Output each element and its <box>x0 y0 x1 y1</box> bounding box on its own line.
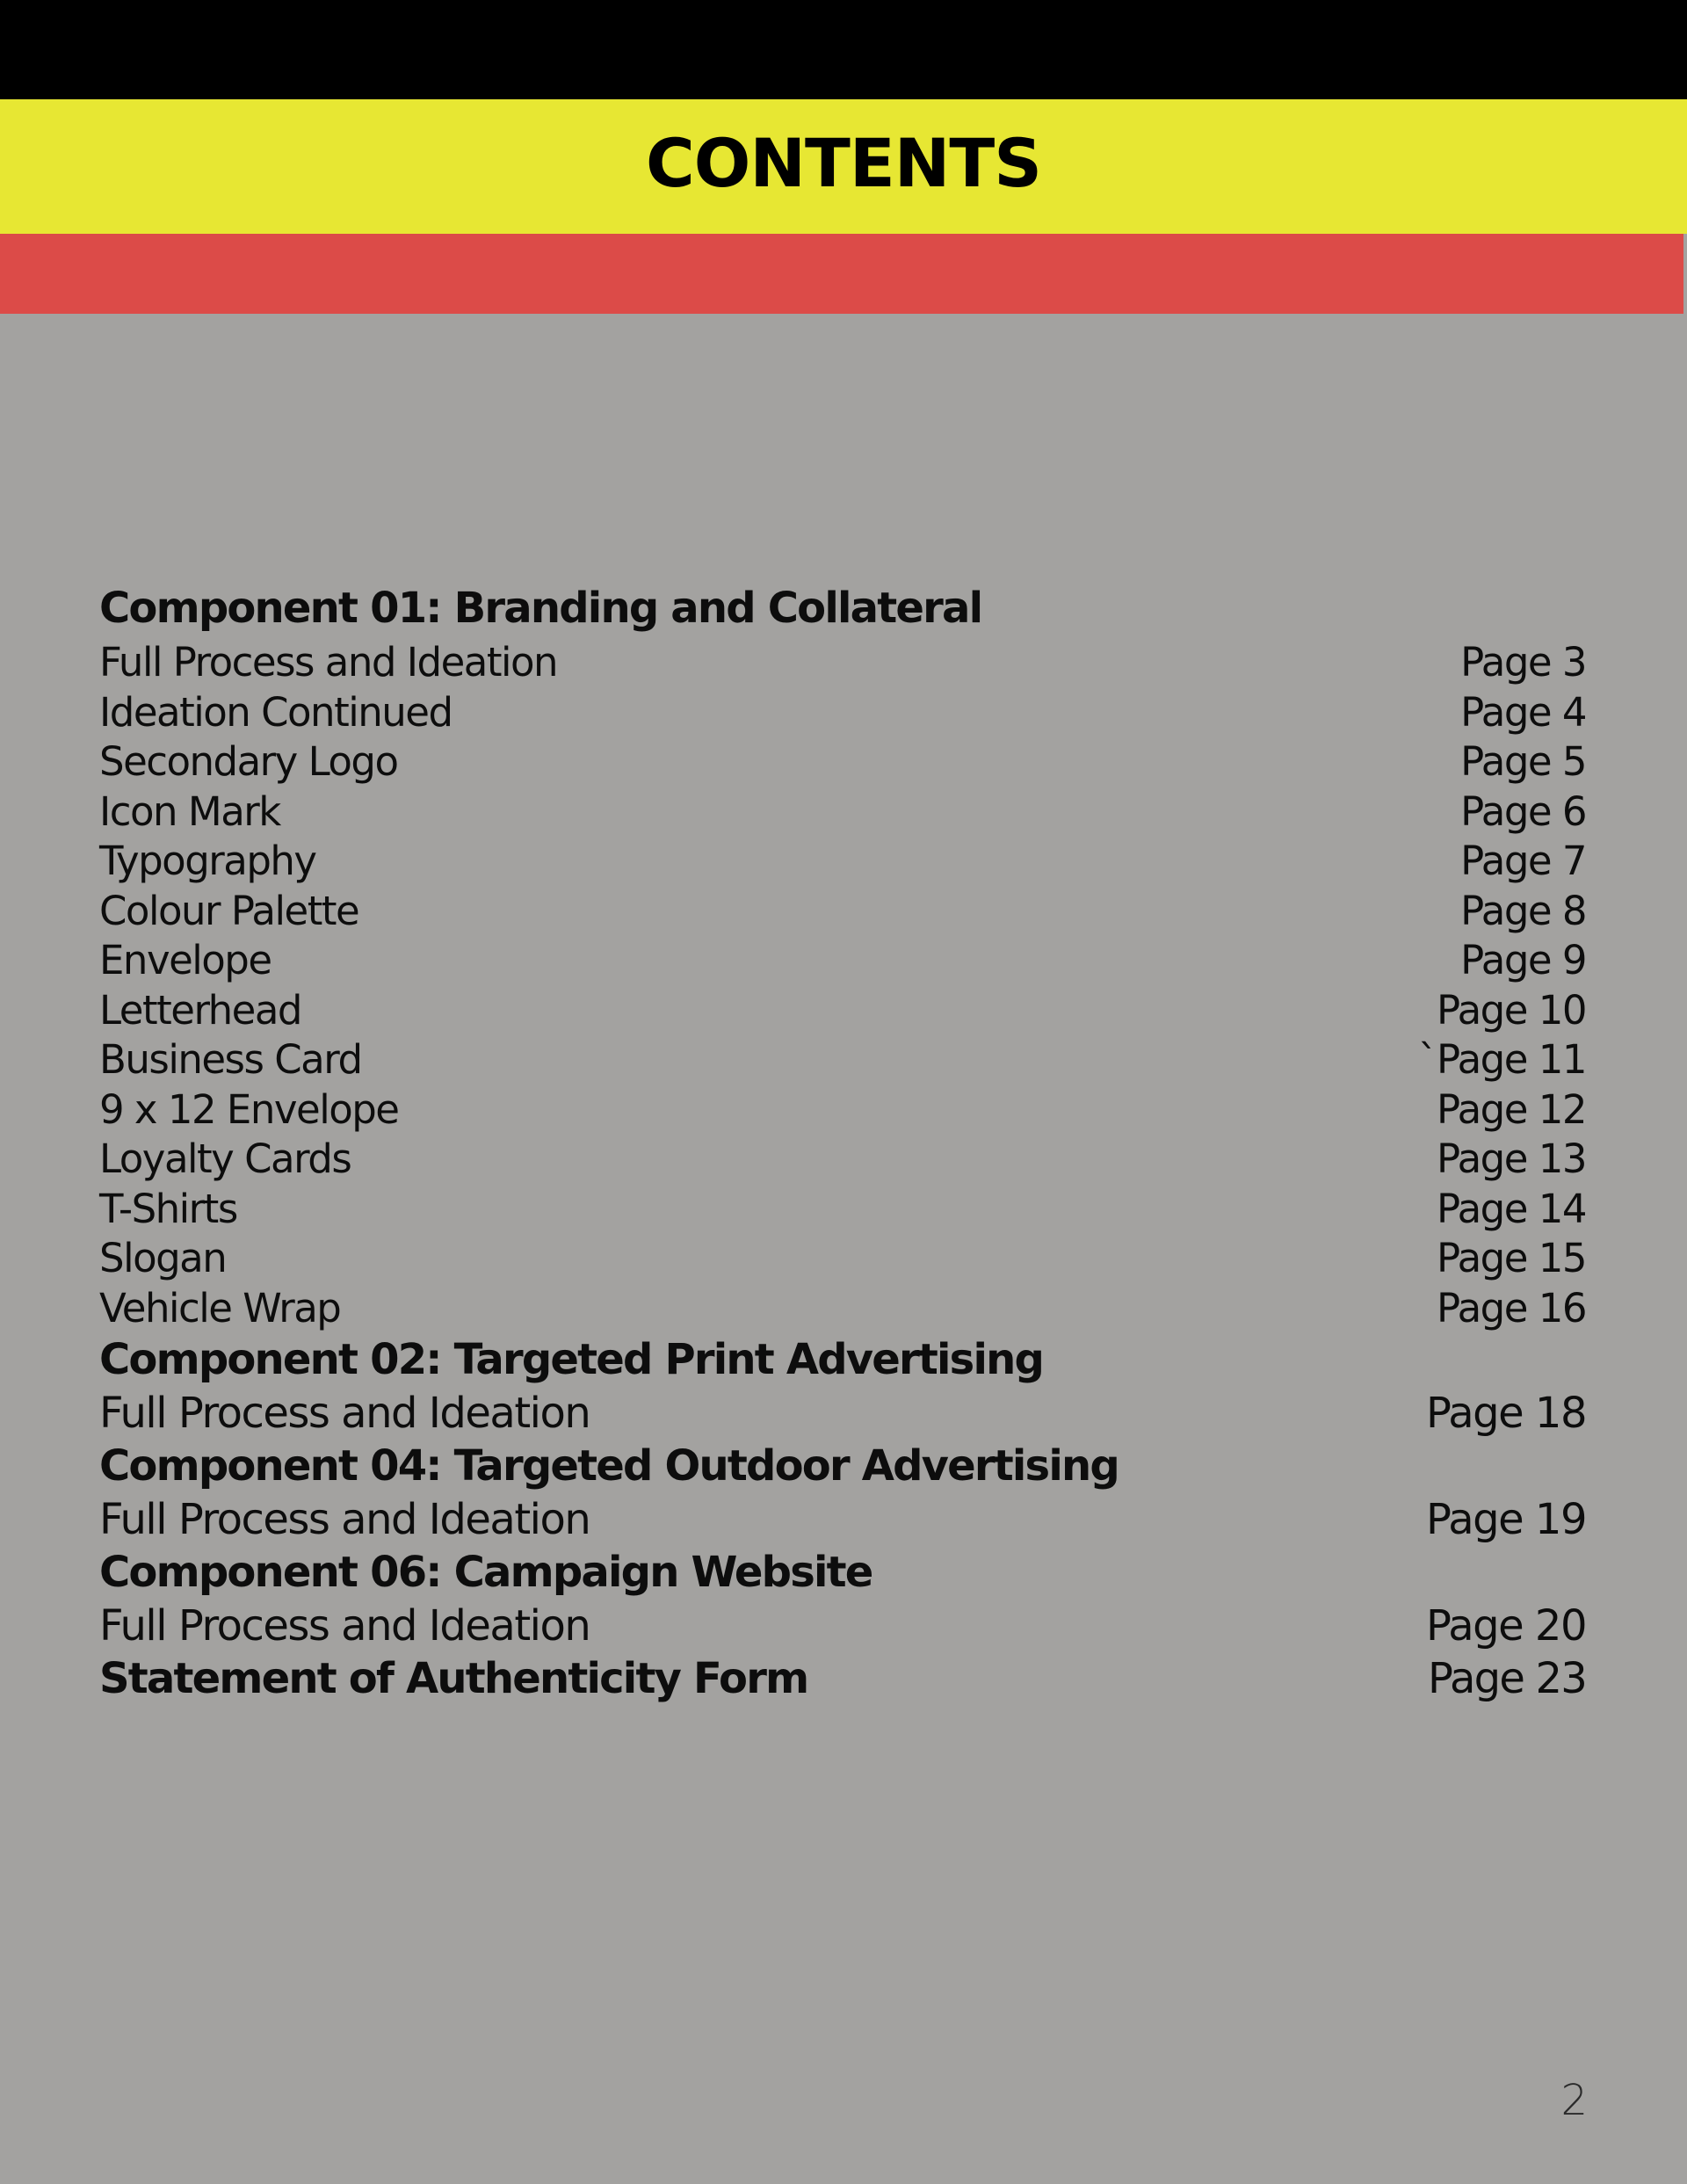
table-of-contents <box>99 578 1586 1705</box>
toc-entry-page: Page 3 <box>1460 639 1586 686</box>
toc-entry-label: T-Shirts <box>99 1185 237 1232</box>
toc-entry-label: Secondary Logo <box>99 738 398 785</box>
toc-heading-component-06[interactable] <box>99 1546 1586 1600</box>
toc-entry[interactable] <box>99 1135 1586 1185</box>
toc-entry-label: Colour Palette <box>99 887 359 934</box>
toc-entry[interactable] <box>99 1387 1586 1440</box>
toc-entry-statement[interactable] <box>99 1652 1586 1705</box>
toc-entry-label: Full Process and Ideation <box>99 1600 590 1651</box>
toc-entry-page: Page 13 <box>1436 1136 1586 1182</box>
toc-entry-label: Full Process and Ideation <box>99 1494 590 1544</box>
toc-entry-label: Vehicle Wrap <box>99 1284 341 1331</box>
toc-entry[interactable] <box>99 1284 1586 1334</box>
toc-heading-component-04[interactable] <box>99 1440 1586 1493</box>
toc-entry-label: Ideation Continued <box>99 688 453 736</box>
toc-entry-label: Letterhead <box>99 986 301 1034</box>
toc-heading-component-01[interactable] <box>99 578 1586 638</box>
toc-entry-label: Envelope <box>99 937 272 983</box>
toc-entry[interactable] <box>99 737 1586 787</box>
toc-entry-page: Page 6 <box>1460 787 1586 835</box>
toc-entry-page: Page 14 <box>1436 1185 1586 1232</box>
toc-entry-page: Page 9 <box>1460 937 1586 983</box>
red-band <box>0 234 1683 314</box>
toc-entry[interactable] <box>99 1234 1586 1284</box>
toc-entry-label: Full Process and Ideation <box>99 639 558 686</box>
toc-entry[interactable] <box>99 1085 1586 1136</box>
toc-entry[interactable] <box>99 638 1586 688</box>
toc-entry-page: Page 4 <box>1460 688 1586 736</box>
toc-entry[interactable] <box>99 787 1586 838</box>
toc-heading-label: Component 02: Targeted Print Advertising <box>99 1335 1044 1384</box>
toc-entry-page: Page 19 <box>1425 1494 1586 1544</box>
toc-entry-label: Business Card <box>99 1036 362 1083</box>
toc-entry-label: 9 x 12 Envelope <box>99 1085 399 1133</box>
toc-heading-label: Component 04: Targeted Outdoor Advertising <box>99 1441 1119 1491</box>
page-number: 2 <box>1560 2076 1588 2125</box>
toc-entry-page: Page 7 <box>1460 838 1586 884</box>
toc-entry[interactable] <box>99 1185 1586 1235</box>
page-title: CONTENTS <box>646 124 1041 202</box>
toc-entry-page: Page 15 <box>1436 1235 1586 1281</box>
toc-entry-page: Page 16 <box>1436 1284 1586 1331</box>
toc-entry-label: Typography <box>99 838 316 884</box>
toc-entry[interactable] <box>99 688 1586 738</box>
band-edge <box>1683 234 1687 314</box>
toc-entry-page: Page 12 <box>1436 1085 1586 1133</box>
toc-entry-label: Full Process and Ideation <box>99 1388 590 1438</box>
toc-entry[interactable] <box>99 887 1586 937</box>
toc-entry-page: Page 18 <box>1425 1388 1586 1438</box>
toc-heading-label: Component 06: Campaign Website <box>99 1548 872 1597</box>
toc-entry-page: Page 5 <box>1460 738 1586 785</box>
title-band <box>0 99 1687 234</box>
toc-entry-label: Loyalty Cards <box>99 1136 351 1182</box>
toc-entry[interactable] <box>99 1493 1586 1547</box>
toc-entry-page: Page 20 <box>1425 1600 1586 1651</box>
toc-entry[interactable] <box>99 986 1586 1036</box>
toc-entry[interactable] <box>99 1600 1586 1653</box>
toc-entry-label: Slogan <box>99 1235 227 1281</box>
toc-entry-page: Page 23 <box>1428 1654 1586 1703</box>
toc-entry[interactable] <box>99 1035 1586 1085</box>
toc-entry-page: Page 10 <box>1436 986 1586 1034</box>
toc-entry-page: Page 8 <box>1460 887 1586 934</box>
toc-heading-label: Statement of Authenticity Form <box>99 1654 808 1703</box>
toc-entry[interactable] <box>99 936 1586 986</box>
toc-entry-page: `Page 11 <box>1417 1036 1586 1083</box>
top-black-band <box>0 0 1687 99</box>
toc-heading-component-02[interactable] <box>99 1333 1586 1387</box>
toc-entry-label: Icon Mark <box>99 787 280 835</box>
toc-entry[interactable] <box>99 837 1586 887</box>
toc-heading-label: Component 01: Branding and Collateral <box>99 584 982 633</box>
